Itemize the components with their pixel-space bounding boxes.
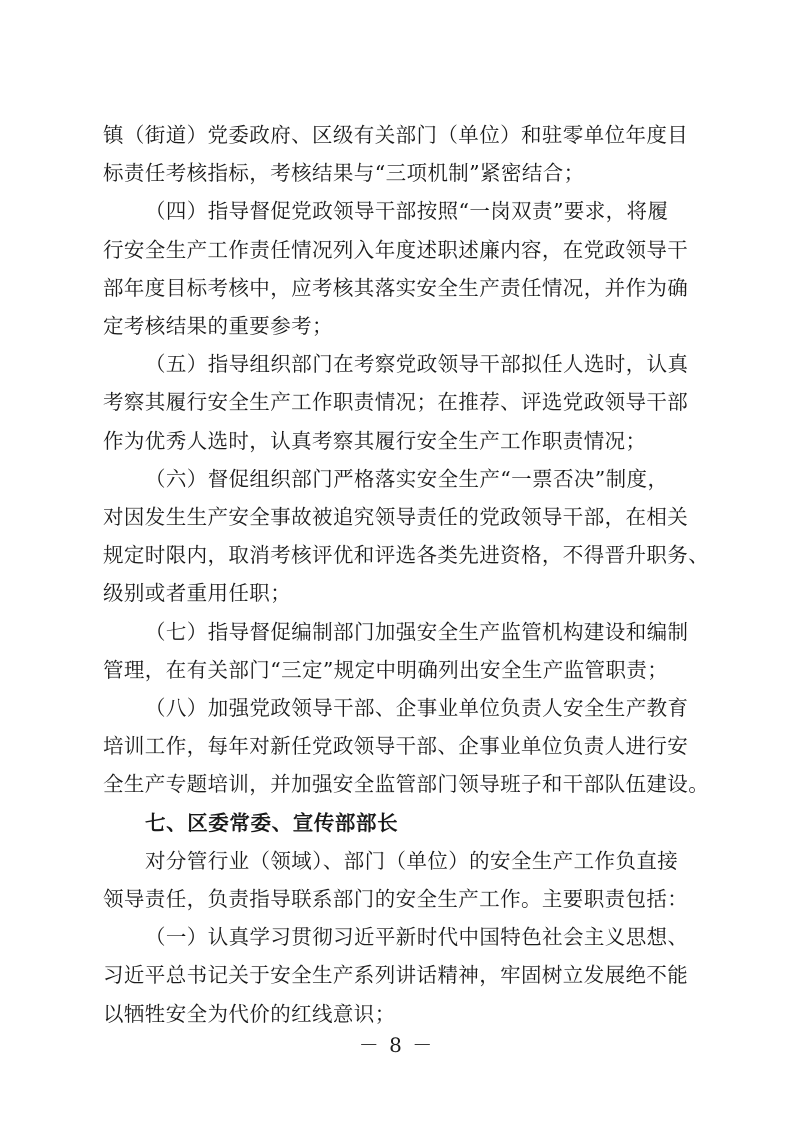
text-line: 管理，在有关部门“三定”规定中明确列出安全生产监管职责； (103, 657, 669, 682)
text-line: 作为优秀人选时，认真考察其履行安全生产工作职责情况； (103, 428, 647, 453)
text-line: 考察其履行安全生产工作职责情况；在推荐、评选党政领导干部 (103, 390, 689, 415)
text-line: 定考核结果的重要参考； (103, 314, 333, 338)
text-line: 全生产专题培训，并加强安全监管部门领导班子和干部队伍建设。 (103, 772, 710, 797)
text-line: 习近平总书记关于安全生产系列讲话精神，牢固树立发展绝不能 (103, 963, 689, 988)
text-line: 行安全生产工作责任情况列入年度述职述廉内容，在党政领导干 (103, 237, 689, 262)
text-line: （一）认真学习贯彻习近平新时代中国特色社会主义思想、 (145, 925, 689, 950)
text-line: 对因发生生产安全事故被追究领导责任的党政领导干部，在相关 (103, 505, 689, 529)
text-line: （七）指导督促编制部门加强安全生产监管机构建设和编制 (145, 619, 689, 644)
text-line: 部年度目标考核中，应考核其落实安全生产责任情况，并作为确 (103, 275, 689, 300)
section-heading: 七、区委常委、宣传部部长 (145, 810, 399, 835)
text-line: （八）加强党政领导干部、企事业单位负责人安全生产教育 (145, 696, 689, 720)
text-line: 领导责任，负责指导联系部门的安全生产工作。主要职责包括： (103, 887, 689, 911)
text-line: 以牺牲安全为代价的红线意识； (103, 1001, 396, 1026)
text-line: 标责任考核指标，考核结果与“三项机制”紧密结合； (103, 161, 585, 186)
text-line: （四）指导督促党政领导干部按照“一岗双责”要求，将履 (145, 199, 669, 224)
text-line: 培训工作，每年对新任党政领导干部、企事业单位负责人进行安 (103, 734, 689, 759)
text-line: 级别或者重用任职； (103, 581, 292, 606)
text-line: 镇（街道）党委政府、区级有关部门（单位）和驻零单位年度目 (103, 123, 689, 147)
text-line: 规定时限内，取消考核评优和评选各类先进资格，不得晋升职务、 (103, 543, 710, 568)
text-line: （五）指导组织部门在考察党政领导干部拟任人选时，认真 (145, 352, 689, 377)
text-line: 对分管行业（领域）、部门（单位）的安全生产工作负直接 (145, 848, 679, 873)
text-line: （六）督促组织部门严格落实安全生产“一票否决”制度， (145, 466, 669, 491)
page-number: － 8 － (358, 1033, 435, 1057)
